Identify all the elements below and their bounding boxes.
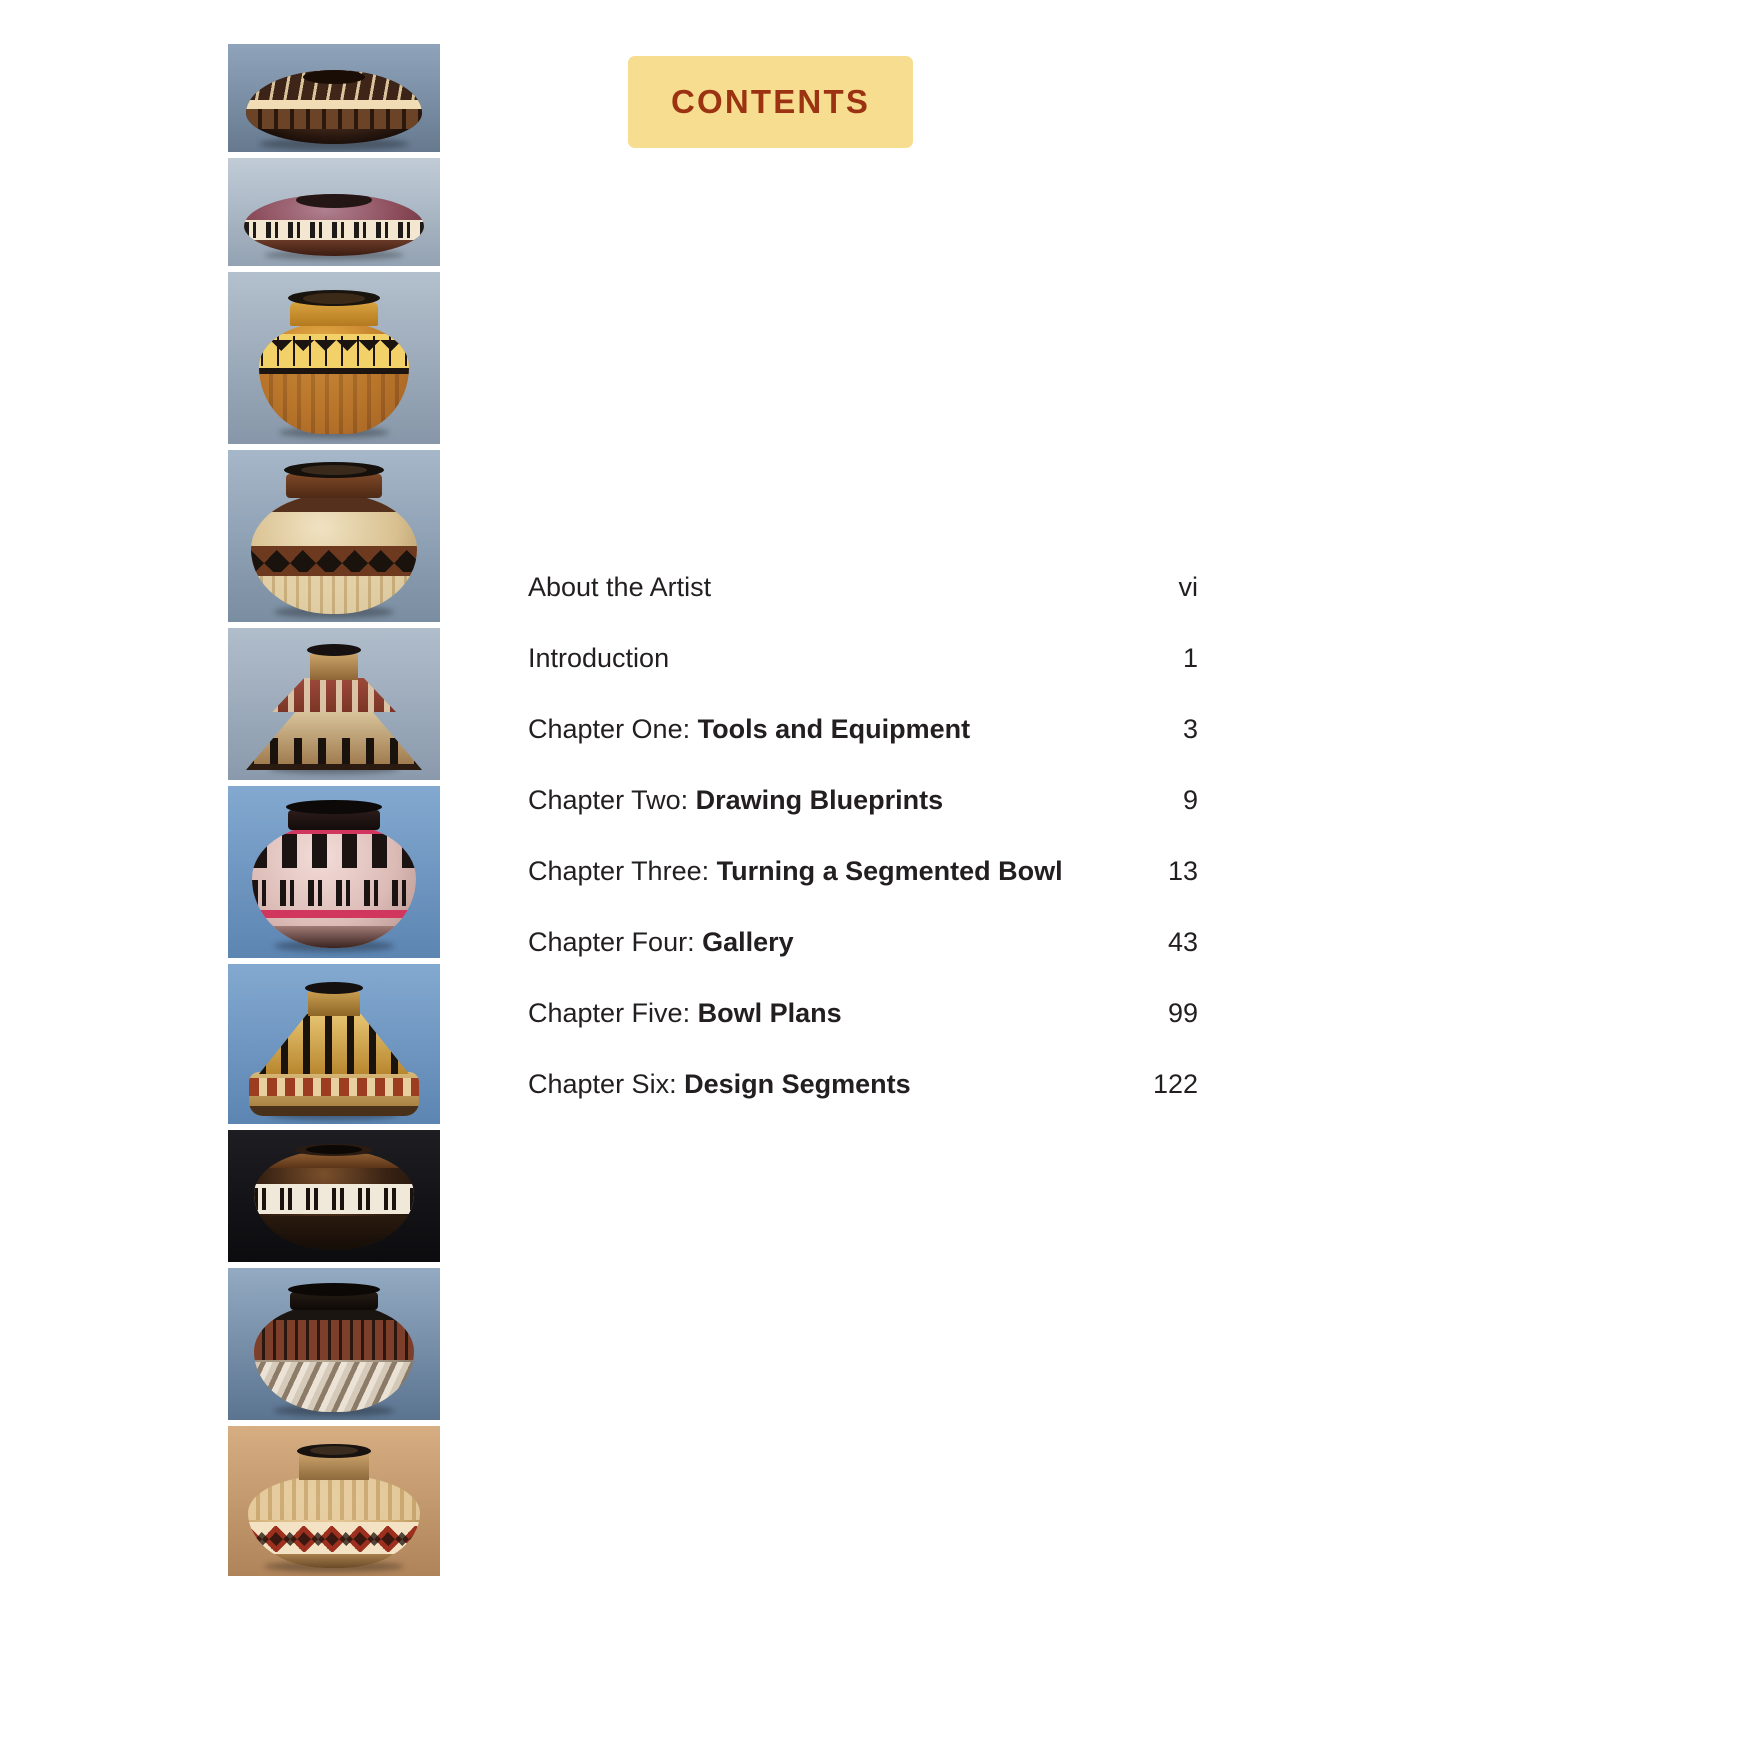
page-title: CONTENTS xyxy=(670,83,871,120)
toc-entry-label xyxy=(528,643,669,674)
toc-entry-title: Design Segments xyxy=(684,1069,911,1099)
toc-entry-label xyxy=(528,572,711,603)
photo-gold-vase-black-flames xyxy=(228,964,440,1124)
photo-black-pot-white-scroll-band xyxy=(228,1130,440,1262)
toc-entry-title: Drawing Blueprints xyxy=(695,785,944,815)
photo-pink-jar-black-spikes xyxy=(228,786,440,958)
toc-entry-chapter-two[interactable] xyxy=(528,785,1198,816)
toc-entry-prefix: Chapter Three: xyxy=(528,856,717,886)
photo-yellow-jar-chevron-band xyxy=(228,272,440,444)
photo-conical-vase-stepped-pattern xyxy=(228,628,440,780)
toc-entry-label xyxy=(528,998,842,1029)
toc-entry-page: vi xyxy=(1178,572,1198,602)
toc-entry-page: 99 xyxy=(1167,998,1198,1028)
toc-entry-chapter-four[interactable] xyxy=(528,927,1198,958)
toc-entry-prefix: About the Artist xyxy=(528,572,712,602)
vessel-shape xyxy=(228,964,440,1124)
vessel-shape xyxy=(228,1268,440,1420)
photo-tan-jar-diamond-frieze xyxy=(228,1426,440,1576)
table-of-contents xyxy=(528,572,1198,1100)
toc-entry-prefix: Chapter Six: xyxy=(528,1069,685,1099)
toc-entry-label xyxy=(528,785,943,816)
toc-entry-page: 9 xyxy=(1182,785,1198,815)
toc-entry-label xyxy=(528,927,794,958)
vessel-shape xyxy=(228,1426,440,1576)
toc-entry-prefix: Chapter One: xyxy=(528,714,698,744)
photo-mosaic-pot-black-rim xyxy=(228,1268,440,1420)
vessel-shape xyxy=(228,786,440,958)
toc-entry-title: Gallery xyxy=(702,927,794,957)
vessel-shape xyxy=(228,44,440,152)
toc-entry-label xyxy=(528,1069,911,1100)
contents-header-tab xyxy=(628,56,913,148)
toc-entry-chapter-five[interactable] xyxy=(528,998,1198,1029)
photo-maroon-pot-geometric-band xyxy=(228,158,440,266)
toc-entry-chapter-one[interactable] xyxy=(528,714,1198,745)
toc-entry-prefix: Chapter Four: xyxy=(528,927,703,957)
toc-entry-label xyxy=(528,714,970,745)
toc-entry-chapter-three[interactable] xyxy=(528,856,1198,887)
toc-entry-page: 122 xyxy=(1152,1069,1198,1099)
toc-entry-page: 1 xyxy=(1182,643,1198,673)
toc-entry-page: 3 xyxy=(1182,714,1198,744)
toc-entry-title: Bowl Plans xyxy=(697,998,842,1028)
toc-entry-title: Tools and Equipment xyxy=(697,714,971,744)
vessel-shape xyxy=(228,1130,440,1262)
vessel-shape xyxy=(228,450,440,622)
toc-entry-page: 13 xyxy=(1167,856,1198,886)
toc-entry-page: 43 xyxy=(1167,927,1198,957)
vessel-shape xyxy=(228,628,440,780)
vessel-shape xyxy=(228,272,440,444)
toc-entry-prefix: Chapter Two: xyxy=(528,785,696,815)
toc-entry-introduction[interactable] xyxy=(528,643,1198,674)
toc-entry-prefix: Chapter Five: xyxy=(528,998,698,1028)
toc-entry-label xyxy=(528,856,1063,887)
photo-segmented-bowl-dark-rays xyxy=(228,44,440,152)
vessel-shape xyxy=(228,158,440,266)
toc-entry-about-the-artist[interactable] xyxy=(528,572,1198,603)
photo-pale-jar-diamond-band xyxy=(228,450,440,622)
toc-entry-prefix: Introduction xyxy=(528,643,670,673)
gallery-image-strip xyxy=(228,44,440,1576)
toc-entry-title: Turning a Segmented Bowl xyxy=(716,856,1063,886)
toc-entry-chapter-six[interactable] xyxy=(528,1069,1198,1100)
